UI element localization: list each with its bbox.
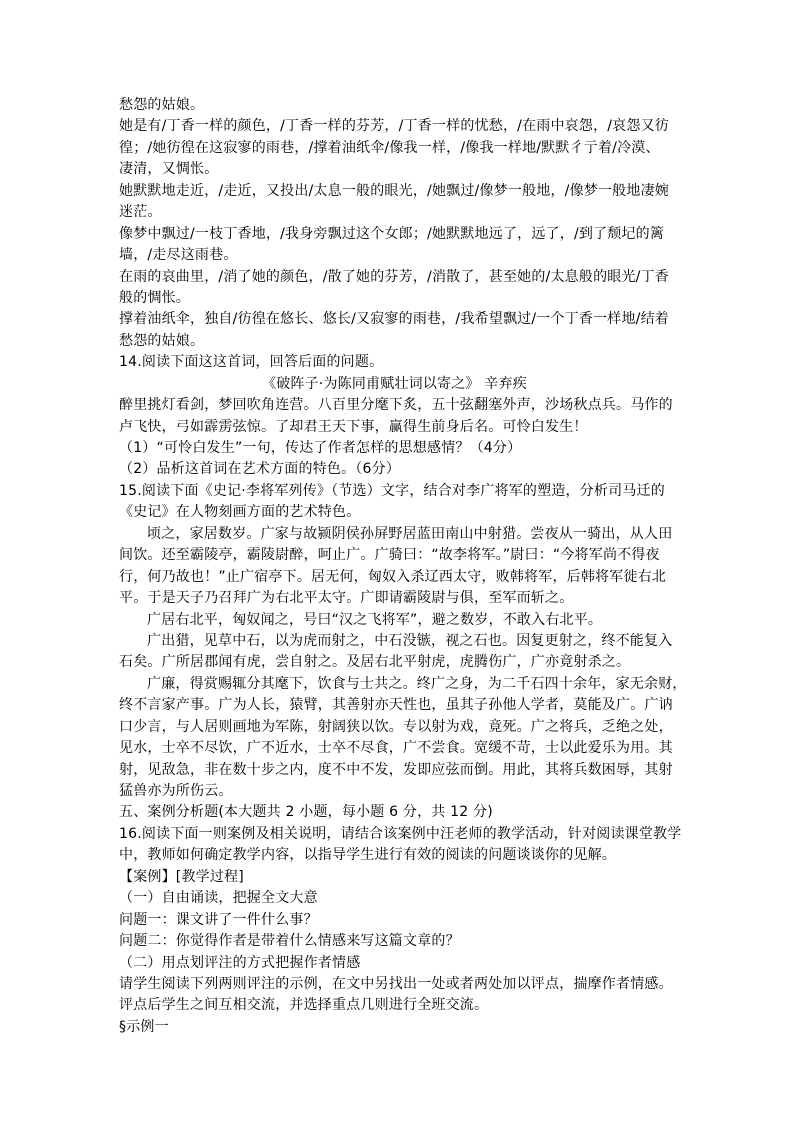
- text-line: 顷之，家居数岁。广家与故颍阴侯孙屏野居蓝田南山中射猎。尝夜从一骑出，从人田: [147, 525, 673, 542]
- text-line: 她是有/丁香一样的颜色，/丁香一样的芬芳，/丁香一样的忧愁，/在雨中哀怨，/哀怨又彷: [119, 118, 669, 135]
- text-line: 间饮。还至霸陵亭，霸陵尉醉，呵止广。广骑曰：“故李将军。”尉曰：“今将军尚不得夜: [119, 547, 660, 564]
- text-line: 终不言家产事。广为人长，猿臂，其善射亦天性也，虽其子孙他人学者，莫能及广。广讷: [119, 697, 673, 714]
- text-line: 广廉，得赏赐辄分其麾下，饮食与士共之。终广之身，为二千石四十余年，家无余财，: [147, 675, 687, 692]
- text-line: 行，何乃故也！”止广宿亭下。居无何，匈奴入杀辽西太守，败韩将军，后韩将军徙右北: [119, 568, 667, 585]
- text-line: 问题一：课文讲了一件什么事？: [119, 911, 318, 928]
- text-line: 徨；/她彷徨在这寂寥的雨巷，/撑着油纸伞/像我一样，/像我一样地/默默彳亍着/冷漠、: [119, 139, 660, 156]
- text-line: 醉里挑灯看剑，梦回吹角连营。八百里分麾下炙，五十弦翻塞外声，沙场秋点兵。马作的: [119, 397, 673, 414]
- text-line: 问题二：你觉得作者是带着什么情感来写这篇文章的？: [119, 933, 460, 950]
- text-line: 评点后学生之间互相交流，并选择重点几则进行全班交流。: [119, 997, 489, 1014]
- document-page: [119, 95, 687, 1038]
- text-line: 迷茫。: [119, 204, 162, 221]
- text-line: 口少言，与人居则画地为军陈，射阔狭以饮。专以射为戏，竟死。广之将兵，乏绝之处，: [119, 718, 673, 735]
- text-line: 凄清，又惆怅。: [119, 161, 219, 178]
- text-line: §示例一: [119, 1018, 169, 1035]
- text-line: 《史记》在人物刻画方面的艺术特色。: [119, 504, 361, 521]
- text-line: （二）用点划评注的方式把握作者情感: [119, 954, 361, 971]
- text-line: 射，见敌急，非在数十步之内，度不中不发，发即应弦而倒。用此，其将兵数困辱，其射: [119, 761, 673, 778]
- poem-title: 《破阵子·为陈同甫赋壮词以寄之》 辛弃疾: [262, 375, 527, 392]
- text-line: 卢飞快，弓如霹雳弦惊。了却君王天下事，赢得生前身后名。可怜白发生！: [119, 418, 588, 435]
- text-line: 石矣。广所居郡闻有虎，尝自射之。及居右北平射虎，虎腾伤广，广亦竟射杀之。: [119, 654, 631, 671]
- text-line: （1）“可怜白发生”一句，传达了作者怎样的思想感情？（4分）: [119, 440, 522, 456]
- text-line: 15.阅读下面《史记·李将军列传》（节选）文字，结合对李广将军的塑造，分析司马迁的: [119, 482, 665, 499]
- text-line: 猛兽亦为所伤云。: [119, 783, 233, 799]
- text-line: 愁怨的姑娘。: [119, 332, 205, 349]
- text-line: 广出猎，见草中石，以为虎而射之，中石没镞，视之石也。因复更射之，终不能复入: [147, 632, 673, 649]
- text-line: 像梦中飘过/一枝丁香地，/我身旁飘过这个女郎；/她默默地远了，远了，/到了颓圮的篱: [119, 225, 665, 242]
- text-line: 16.阅读下面一则案例及相关说明，请结合该案例中汪老师的教学活动，针对阅读课堂教学: [119, 825, 682, 842]
- text-line: 请学生阅读下列两则评注的示例，在文中另找出一处或者两处加以评点，揣摩作者情感。: [119, 975, 673, 992]
- text-line: 平。于是天子乃召拜广为右北平太守。广即请霸陵尉与俱，至军而斩之。: [119, 590, 574, 607]
- text-line: 愁怨的姑娘。: [119, 97, 205, 113]
- text-line: 墙，/走尽这雨巷。: [119, 247, 238, 264]
- text-line: 14.阅读下面这这首词，回答后面的问题。: [119, 354, 384, 371]
- text-line: 她默默地走近，/走近，又投出/太息一般的眼光，/她飘过/像梦一般地，/像梦一般地凄婉: [119, 182, 669, 199]
- text-line: 撑着油纸伞，独自/彷徨在悠长、悠长/又寂寥的雨巷，/我希望飘过/一个丁香一样地/结着: [119, 311, 669, 328]
- text-line: 广居右北平，匈奴闻之，号曰“汉之飞将军”，避之数岁，不敢入右北平。: [147, 611, 603, 628]
- text-line: 【案例】[教学过程]: [119, 868, 244, 885]
- text-line: 中，教师如何确定教学内容，以指导学生进行有效的阅读的问题谈谈你的见解。: [119, 847, 616, 864]
- text-line: 在雨的哀曲里，/消了她的颜色，/散了她的芬芳，/消散了，甚至她的/太息般的眼光/丁香: [119, 268, 669, 285]
- text-line: （一）自由诵读，把握全文大意: [119, 890, 318, 907]
- text-line: （2）品析这首词在艺术方面的特色。（6分）: [119, 461, 401, 478]
- text-line: 五、案例分析题(本大题共 2 小题，每小题 6 分，共 12 分): [119, 804, 493, 821]
- text-line: 见水，士卒不尽饮，广不近水，士卒不尽食，广不尝食。宽缓不苛，士以此爱乐为用。其: [119, 740, 673, 757]
- text-line: 般的惆怅。: [119, 289, 190, 306]
